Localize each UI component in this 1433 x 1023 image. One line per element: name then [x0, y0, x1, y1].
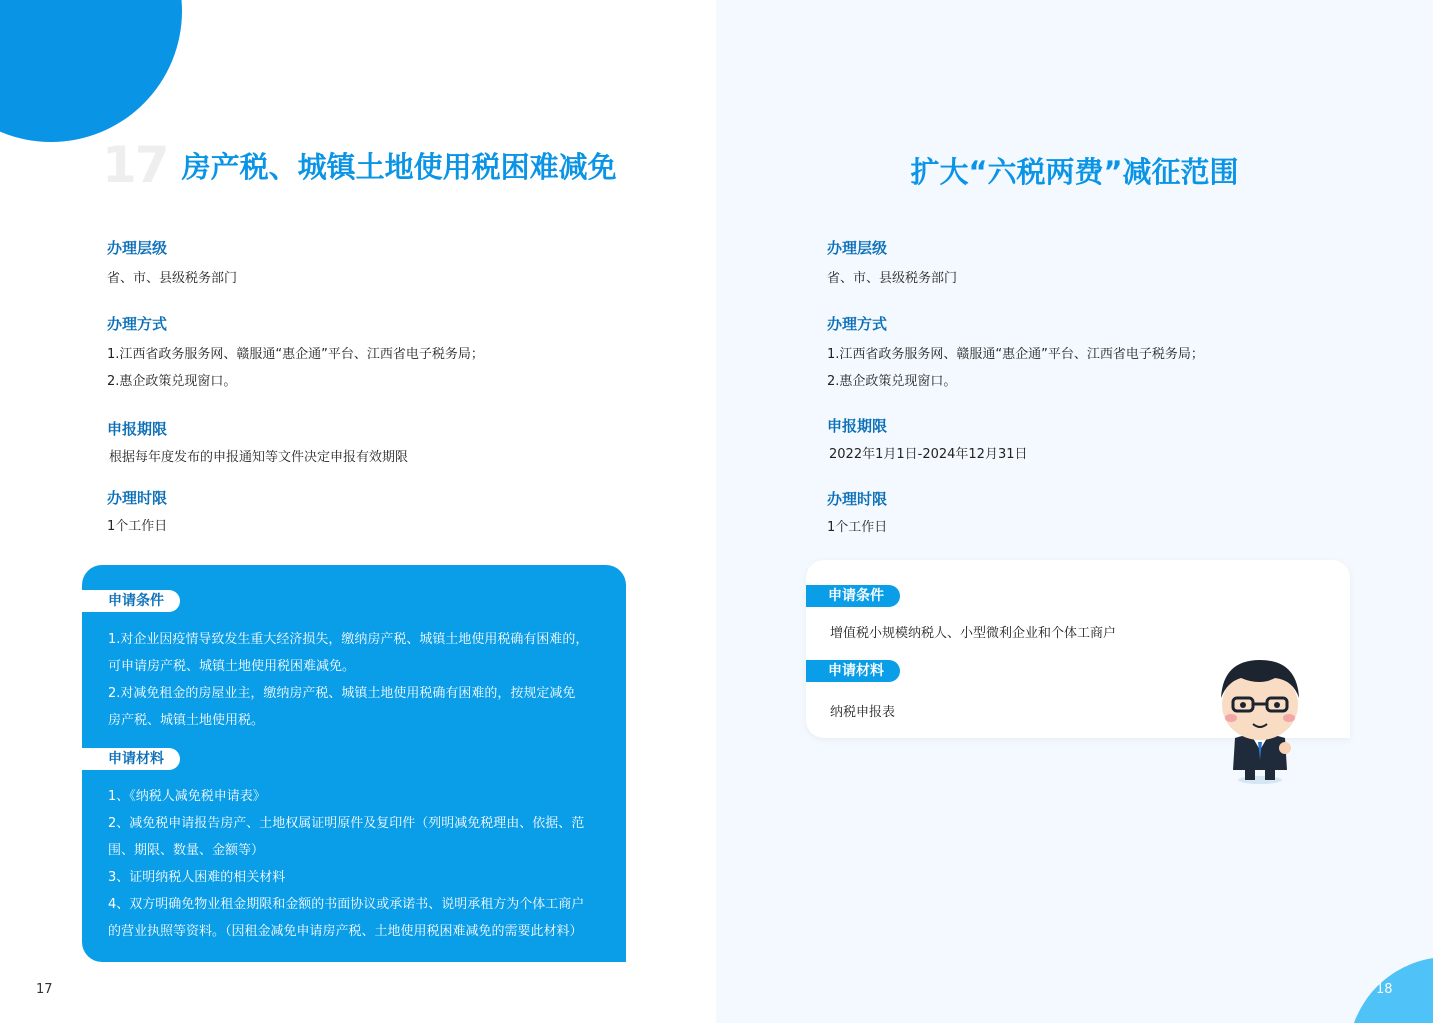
- level-heading: 办理层级: [827, 239, 888, 257]
- materials-line: 的营业执照等资料。（因租金减免申请房产税、土地使用税困难减免的需要此材料）: [108, 924, 583, 939]
- method-heading: 办理方式: [827, 315, 888, 333]
- conditions-line: 房产税、城镇土地使用税。: [108, 713, 265, 728]
- page-title-right: 扩大“六税两费”减征范围: [910, 155, 1239, 189]
- level-text: 省、市、县级税务部门: [107, 271, 238, 286]
- deadline-text: 根据每年度发布的申报通知等文件决定申报有效期限: [109, 450, 409, 465]
- method-heading: 办理方式: [107, 315, 168, 333]
- materials-line: 1、《纳税人减免税申请表》: [108, 789, 266, 804]
- materials-label: 申请材料: [806, 660, 900, 682]
- section-number: 17: [102, 136, 168, 194]
- time-text: 1个工作日: [107, 519, 168, 534]
- method-line: 2.惠企政策兑现窗口。: [107, 374, 237, 389]
- conditions-label: 申请条件: [806, 585, 900, 607]
- right-page: [716, 0, 1433, 1023]
- conditions-line: 2.对减免租金的房屋业主，缴纳房产税、城镇土地使用税确有困难的，按规定减免: [108, 686, 576, 701]
- page-number: 18: [1376, 982, 1393, 997]
- deadline-text: 2022年1月1日-2024年12月31日: [829, 447, 1028, 462]
- deadline-heading: 申报期限: [107, 420, 168, 438]
- level-text: 省、市、县级税务部门: [827, 271, 958, 286]
- conditions-text: 增值税小规模纳税人、小型微利企业和个体工商户: [830, 626, 1117, 641]
- time-heading: 办理时限: [827, 490, 888, 508]
- method-line: 2.惠企政策兑现窗口。: [827, 374, 957, 389]
- conditions-line: 1.对企业因疫情导致发生重大经济损失，缴纳房产税、城镇土地使用税确有困难的，: [108, 632, 589, 647]
- left-title-row: [102, 136, 617, 194]
- corner-decoration: [0, 0, 182, 142]
- level-heading: 办理层级: [107, 239, 168, 257]
- mascot-icon: [1205, 650, 1315, 785]
- time-text: 1个工作日: [827, 520, 888, 535]
- page-title: 房产税、城镇土地使用税困难减免: [181, 149, 617, 184]
- time-heading: 办理时限: [107, 489, 168, 507]
- materials-line: 3、证明纳税人困难的相关材料: [108, 870, 286, 885]
- conditions-line: 可申请房产税、城镇土地使用税困难减免。: [108, 659, 356, 674]
- materials-text: 纳税申报表: [830, 705, 896, 720]
- materials-label: 申请材料: [82, 748, 180, 770]
- materials-line: 4、双方明确免物业租金期限和金额的书面协议或承诺书、说明承租方为个体工商户: [108, 897, 585, 912]
- page-number: 17: [36, 982, 53, 997]
- materials-line: 围、期限、数量、金额等）: [108, 843, 265, 858]
- deadline-heading: 申报期限: [827, 417, 888, 435]
- method-line: 1.江西省政务服务网、赣服通“惠企通”平台、江西省电子税务局；: [107, 347, 484, 362]
- materials-line: 2、减免税申请报告房产、土地权属证明原件及复印件（列明减免税理由、依据、范: [108, 816, 585, 831]
- conditions-label: 申请条件: [82, 590, 180, 612]
- method-line: 1.江西省政务服务网、赣服通“惠企通”平台、江西省电子税务局；: [827, 347, 1204, 362]
